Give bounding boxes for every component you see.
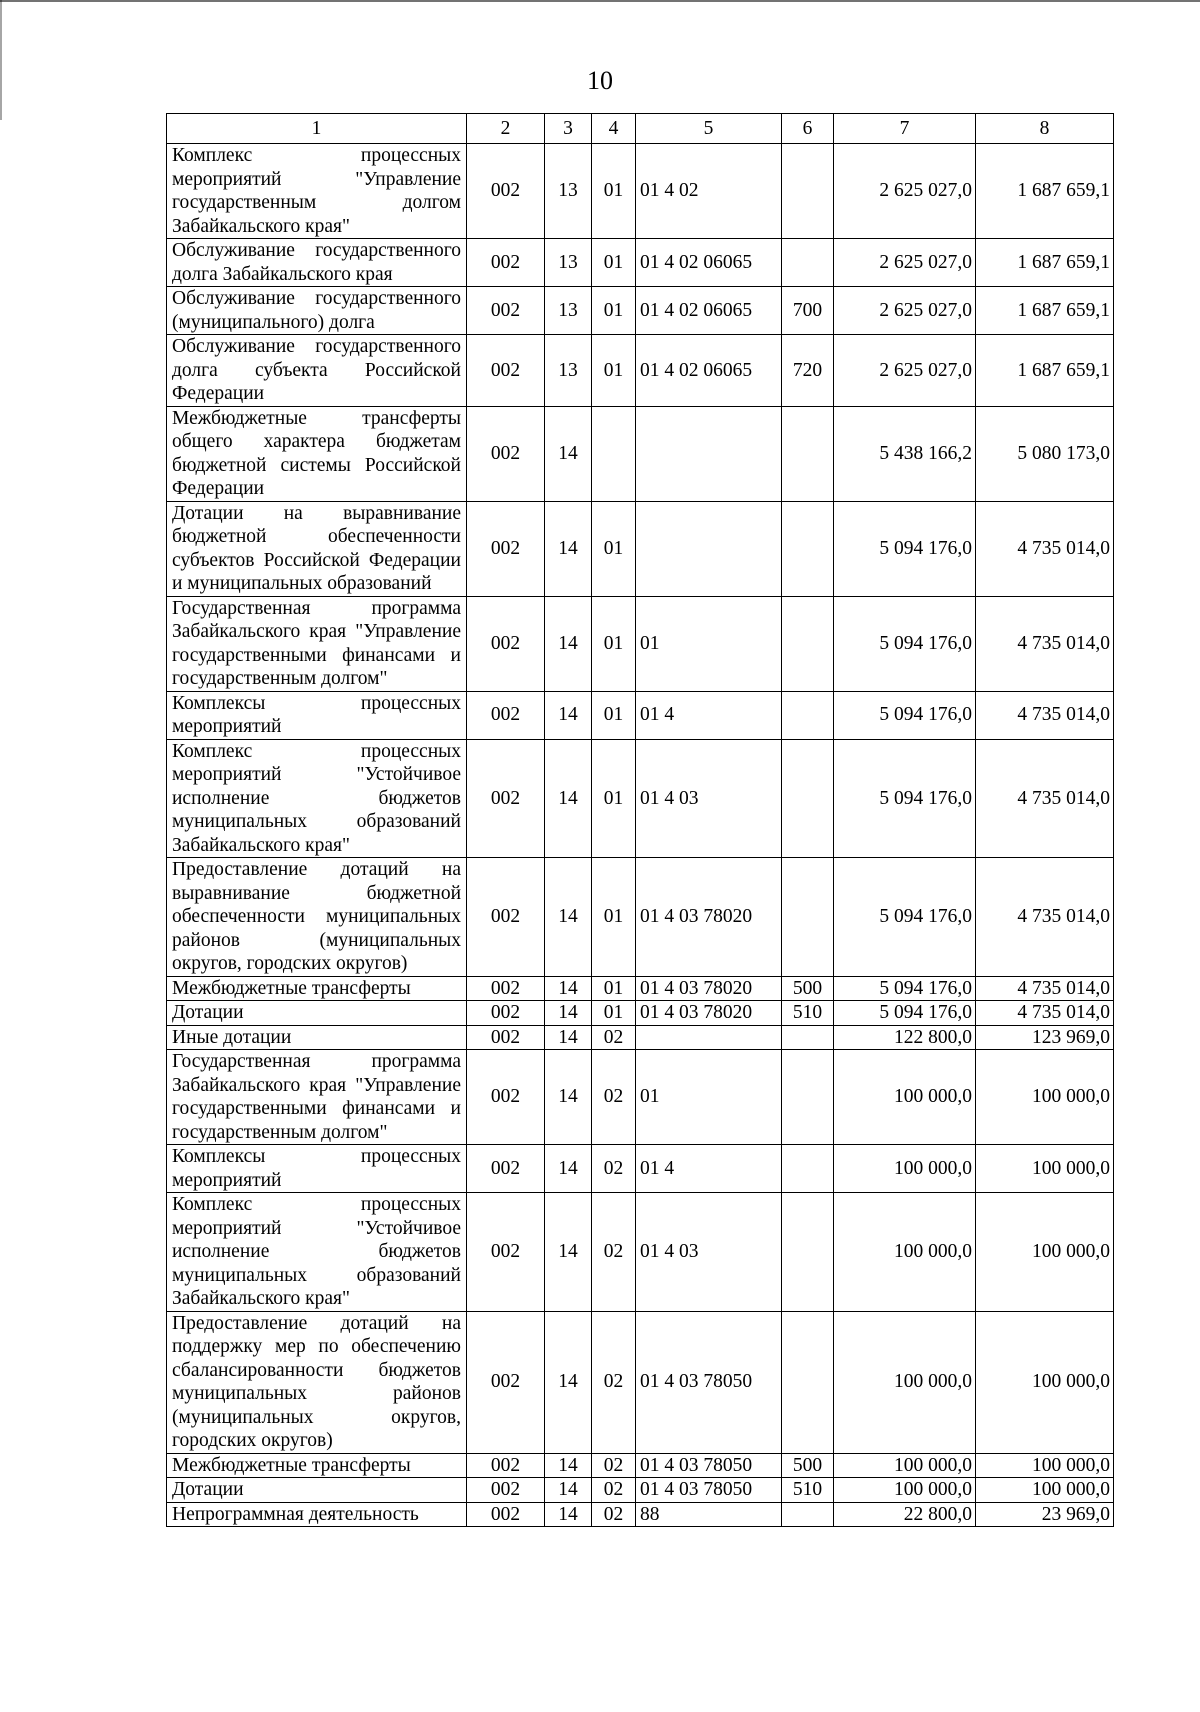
cell-expense-type [782, 501, 834, 596]
cell-amount-year1: 2 625 027,0 [834, 335, 976, 407]
table-row [167, 858, 1114, 977]
scan-edge-top [0, 0, 1200, 2]
cell-target-article: 01 4 02 06065 [636, 335, 782, 407]
cell-amount-year2: 4 735 014,0 [976, 858, 1114, 977]
cell-amount-year2: 100 000,0 [976, 1478, 1114, 1503]
cell-name: Межбюджетные трансферты [167, 976, 467, 1001]
cell-section: 14 [545, 596, 592, 691]
cell-ministry-code: 002 [467, 239, 545, 287]
cell-target-article: 01 [636, 596, 782, 691]
cell-expense-type [782, 596, 834, 691]
cell-expense-type: 510 [782, 1001, 834, 1026]
cell-amount-year2: 4 735 014,0 [976, 1001, 1114, 1026]
cell-section: 14 [545, 1453, 592, 1478]
cell-ministry-code: 002 [467, 739, 545, 858]
cell-amount-year1: 100 000,0 [834, 1145, 976, 1193]
cell-name: Межбюджетные трансферты [167, 1453, 467, 1478]
cell-section: 14 [545, 1001, 592, 1026]
cell-amount-year2: 100 000,0 [976, 1145, 1114, 1193]
cell-section: 14 [545, 1311, 592, 1453]
cell-amount-year1: 100 000,0 [834, 1050, 976, 1145]
cell-amount-year1: 100 000,0 [834, 1311, 976, 1453]
cell-amount-year1: 5 094 176,0 [834, 596, 976, 691]
column-header: 1 [167, 114, 467, 144]
cell-amount-year2: 4 735 014,0 [976, 739, 1114, 858]
cell-expense-type [782, 1145, 834, 1193]
cell-ministry-code: 002 [467, 335, 545, 407]
cell-target-article: 01 4 03 [636, 739, 782, 858]
cell-subsection: 02 [592, 1453, 636, 1478]
cell-name: Государственная программа Забайкальского края "Управление государственными финансами и государственным долгом" [167, 596, 467, 691]
cell-name: Обслуживание государственного долга субъекта Российской Федерации [167, 335, 467, 407]
cell-subsection: 01 [592, 335, 636, 407]
cell-subsection: 01 [592, 691, 636, 739]
table-row [167, 1025, 1114, 1050]
cell-amount-year2: 4 735 014,0 [976, 976, 1114, 1001]
cell-name: Государственная программа Забайкальского края "Управление государственными финансами и государственным долгом" [167, 1050, 467, 1145]
cell-subsection: 01 [592, 739, 636, 858]
cell-expense-type: 510 [782, 1478, 834, 1503]
table-row [167, 144, 1114, 239]
table-row [167, 501, 1114, 596]
cell-expense-type: 500 [782, 976, 834, 1001]
cell-ministry-code: 002 [467, 976, 545, 1001]
cell-amount-year2: 4 735 014,0 [976, 596, 1114, 691]
cell-amount-year2: 1 687 659,1 [976, 287, 1114, 335]
cell-section: 13 [545, 144, 592, 239]
cell-ministry-code: 002 [467, 1193, 545, 1312]
cell-ministry-code: 002 [467, 691, 545, 739]
cell-name: Предоставление дотаций на выравнивание бюджетной обеспеченности муниципальных районов (муниципальных округов, городских округов) [167, 858, 467, 977]
cell-section: 13 [545, 287, 592, 335]
cell-section: 14 [545, 1502, 592, 1527]
cell-amount-year1: 100 000,0 [834, 1453, 976, 1478]
cell-expense-type [782, 1502, 834, 1527]
cell-amount-year1: 100 000,0 [834, 1193, 976, 1312]
cell-amount-year1: 5 094 176,0 [834, 691, 976, 739]
cell-section: 14 [545, 858, 592, 977]
cell-ministry-code: 002 [467, 1050, 545, 1145]
cell-amount-year1: 22 800,0 [834, 1502, 976, 1527]
page-number: 10 [587, 66, 613, 95]
cell-ministry-code: 002 [467, 1311, 545, 1453]
cell-name: Комплекс процессных мероприятий "Устойчивое исполнение бюджетов муниципальных образований Забайкальского края" [167, 739, 467, 858]
cell-name: Межбюджетные трансферты общего характера бюджетам бюджетной системы Российской Федерации [167, 406, 467, 501]
cell-section: 14 [545, 1478, 592, 1503]
cell-expense-type [782, 691, 834, 739]
cell-ministry-code: 002 [467, 596, 545, 691]
cell-section: 14 [545, 501, 592, 596]
cell-ministry-code: 002 [467, 144, 545, 239]
table-row [167, 335, 1114, 407]
cell-expense-type [782, 739, 834, 858]
cell-subsection: 02 [592, 1050, 636, 1145]
table-row [167, 239, 1114, 287]
cell-name: Комплексы процессных мероприятий [167, 691, 467, 739]
cell-amount-year2: 1 687 659,1 [976, 144, 1114, 239]
cell-name: Комплексы процессных мероприятий [167, 1145, 467, 1193]
cell-ministry-code: 002 [467, 287, 545, 335]
cell-amount-year2: 123 969,0 [976, 1025, 1114, 1050]
cell-subsection: 01 [592, 858, 636, 977]
table-row [167, 739, 1114, 858]
cell-target-article: 01 4 [636, 691, 782, 739]
cell-target-article: 01 4 02 06065 [636, 239, 782, 287]
cell-subsection: 01 [592, 596, 636, 691]
cell-name: Дотации [167, 1478, 467, 1503]
cell-section: 14 [545, 1145, 592, 1193]
cell-amount-year1: 5 438 166,2 [834, 406, 976, 501]
column-header: 3 [545, 114, 592, 144]
cell-name: Иные дотации [167, 1025, 467, 1050]
cell-subsection: 01 [592, 144, 636, 239]
cell-amount-year1: 2 625 027,0 [834, 144, 976, 239]
cell-amount-year1: 5 094 176,0 [834, 858, 976, 977]
cell-subsection: 02 [592, 1502, 636, 1527]
cell-section: 14 [545, 976, 592, 1001]
cell-expense-type [782, 144, 834, 239]
cell-amount-year1: 2 625 027,0 [834, 287, 976, 335]
column-header: 8 [976, 114, 1114, 144]
cell-name: Комплекс процессных мероприятий "Устойчивое исполнение бюджетов муниципальных образований Забайкальского края" [167, 1193, 467, 1312]
cell-expense-type [782, 406, 834, 501]
cell-amount-year2: 5 080 173,0 [976, 406, 1114, 501]
cell-amount-year1: 2 625 027,0 [834, 239, 976, 287]
table-row [167, 1193, 1114, 1312]
cell-amount-year1: 5 094 176,0 [834, 739, 976, 858]
budget-table [166, 113, 1114, 1527]
cell-section: 13 [545, 239, 592, 287]
cell-amount-year2: 100 000,0 [976, 1050, 1114, 1145]
cell-section: 13 [545, 335, 592, 407]
cell-amount-year2: 100 000,0 [976, 1193, 1114, 1312]
column-header: 6 [782, 114, 834, 144]
cell-amount-year2: 23 969,0 [976, 1502, 1114, 1527]
cell-section: 14 [545, 1025, 592, 1050]
cell-subsection [592, 406, 636, 501]
cell-amount-year1: 100 000,0 [834, 1478, 976, 1503]
table-row [167, 1502, 1114, 1527]
cell-target-article: 01 4 [636, 1145, 782, 1193]
cell-target-article: 01 [636, 1050, 782, 1145]
cell-target-article: 01 4 03 78050 [636, 1478, 782, 1503]
cell-ministry-code: 002 [467, 1025, 545, 1050]
cell-name: Обслуживание государственного (муниципального) долга [167, 287, 467, 335]
cell-amount-year2: 1 687 659,1 [976, 335, 1114, 407]
cell-amount-year2: 4 735 014,0 [976, 501, 1114, 596]
column-header: 5 [636, 114, 782, 144]
cell-section: 14 [545, 406, 592, 501]
cell-subsection: 02 [592, 1025, 636, 1050]
cell-expense-type: 700 [782, 287, 834, 335]
cell-target-article: 01 4 03 78020 [636, 976, 782, 1001]
table-row [167, 976, 1114, 1001]
cell-expense-type: 720 [782, 335, 834, 407]
cell-ministry-code: 002 [467, 501, 545, 596]
cell-amount-year2: 1 687 659,1 [976, 239, 1114, 287]
cell-subsection: 01 [592, 287, 636, 335]
cell-ministry-code: 002 [467, 1145, 545, 1193]
cell-subsection: 02 [592, 1311, 636, 1453]
cell-target-article: 01 4 02 [636, 144, 782, 239]
cell-target-article [636, 1025, 782, 1050]
table-row [167, 596, 1114, 691]
table-row [167, 1453, 1114, 1478]
column-header: 7 [834, 114, 976, 144]
cell-name: Дотации на выравнивание бюджетной обеспеченности субъектов Российской Федерации и муниципальных образований [167, 501, 467, 596]
cell-target-article [636, 406, 782, 501]
table-row [167, 1145, 1114, 1193]
cell-section: 14 [545, 739, 592, 858]
cell-amount-year1: 122 800,0 [834, 1025, 976, 1050]
cell-subsection: 02 [592, 1145, 636, 1193]
cell-expense-type [782, 1025, 834, 1050]
cell-expense-type [782, 1050, 834, 1145]
cell-target-article: 01 4 03 78050 [636, 1311, 782, 1453]
header-row [167, 114, 1114, 144]
cell-target-article: 01 4 03 78020 [636, 1001, 782, 1026]
cell-amount-year2: 100 000,0 [976, 1453, 1114, 1478]
cell-target-article: 01 4 03 78050 [636, 1453, 782, 1478]
cell-ministry-code: 002 [467, 1502, 545, 1527]
cell-name: Непрограммная деятельность [167, 1502, 467, 1527]
cell-expense-type [782, 1193, 834, 1312]
cell-name: Комплекс процессных мероприятий "Управление государственным долгом Забайкальского края" [167, 144, 467, 239]
table-row [167, 1001, 1114, 1026]
cell-amount-year2: 100 000,0 [976, 1311, 1114, 1453]
cell-name: Предоставление дотаций на поддержку мер по обеспечению сбалансированности бюджетов муниципальных районов (муниципальных округов, городских округов) [167, 1311, 467, 1453]
cell-expense-type: 500 [782, 1453, 834, 1478]
column-header: 2 [467, 114, 545, 144]
table-row [167, 406, 1114, 501]
cell-subsection: 02 [592, 1478, 636, 1503]
table-row [167, 1478, 1114, 1503]
cell-section: 14 [545, 691, 592, 739]
cell-ministry-code: 002 [467, 1453, 545, 1478]
cell-section: 14 [545, 1050, 592, 1145]
cell-subsection: 01 [592, 501, 636, 596]
cell-name: Дотации [167, 1001, 467, 1026]
cell-expense-type [782, 858, 834, 977]
scan-edge-left [0, 0, 2, 120]
cell-expense-type [782, 1311, 834, 1453]
cell-ministry-code: 002 [467, 858, 545, 977]
cell-amount-year1: 5 094 176,0 [834, 976, 976, 1001]
cell-subsection: 01 [592, 1001, 636, 1026]
cell-amount-year1: 5 094 176,0 [834, 1001, 976, 1026]
cell-subsection: 01 [592, 976, 636, 1001]
cell-subsection: 01 [592, 239, 636, 287]
table-row [167, 1311, 1114, 1453]
cell-section: 14 [545, 1193, 592, 1312]
cell-ministry-code: 002 [467, 1001, 545, 1026]
cell-ministry-code: 002 [467, 1478, 545, 1503]
cell-target-article: 01 4 03 78020 [636, 858, 782, 977]
cell-amount-year1: 5 094 176,0 [834, 501, 976, 596]
cell-ministry-code: 002 [467, 406, 545, 501]
cell-target-article: 01 4 03 [636, 1193, 782, 1312]
table-row [167, 691, 1114, 739]
cell-name: Обслуживание государственного долга Забайкальского края [167, 239, 467, 287]
cell-target-article: 88 [636, 1502, 782, 1527]
table-row [167, 287, 1114, 335]
cell-subsection: 02 [592, 1193, 636, 1312]
cell-expense-type [782, 239, 834, 287]
cell-target-article: 01 4 02 06065 [636, 287, 782, 335]
cell-target-article [636, 501, 782, 596]
table-row [167, 1050, 1114, 1145]
cell-amount-year2: 4 735 014,0 [976, 691, 1114, 739]
column-header: 4 [592, 114, 636, 144]
